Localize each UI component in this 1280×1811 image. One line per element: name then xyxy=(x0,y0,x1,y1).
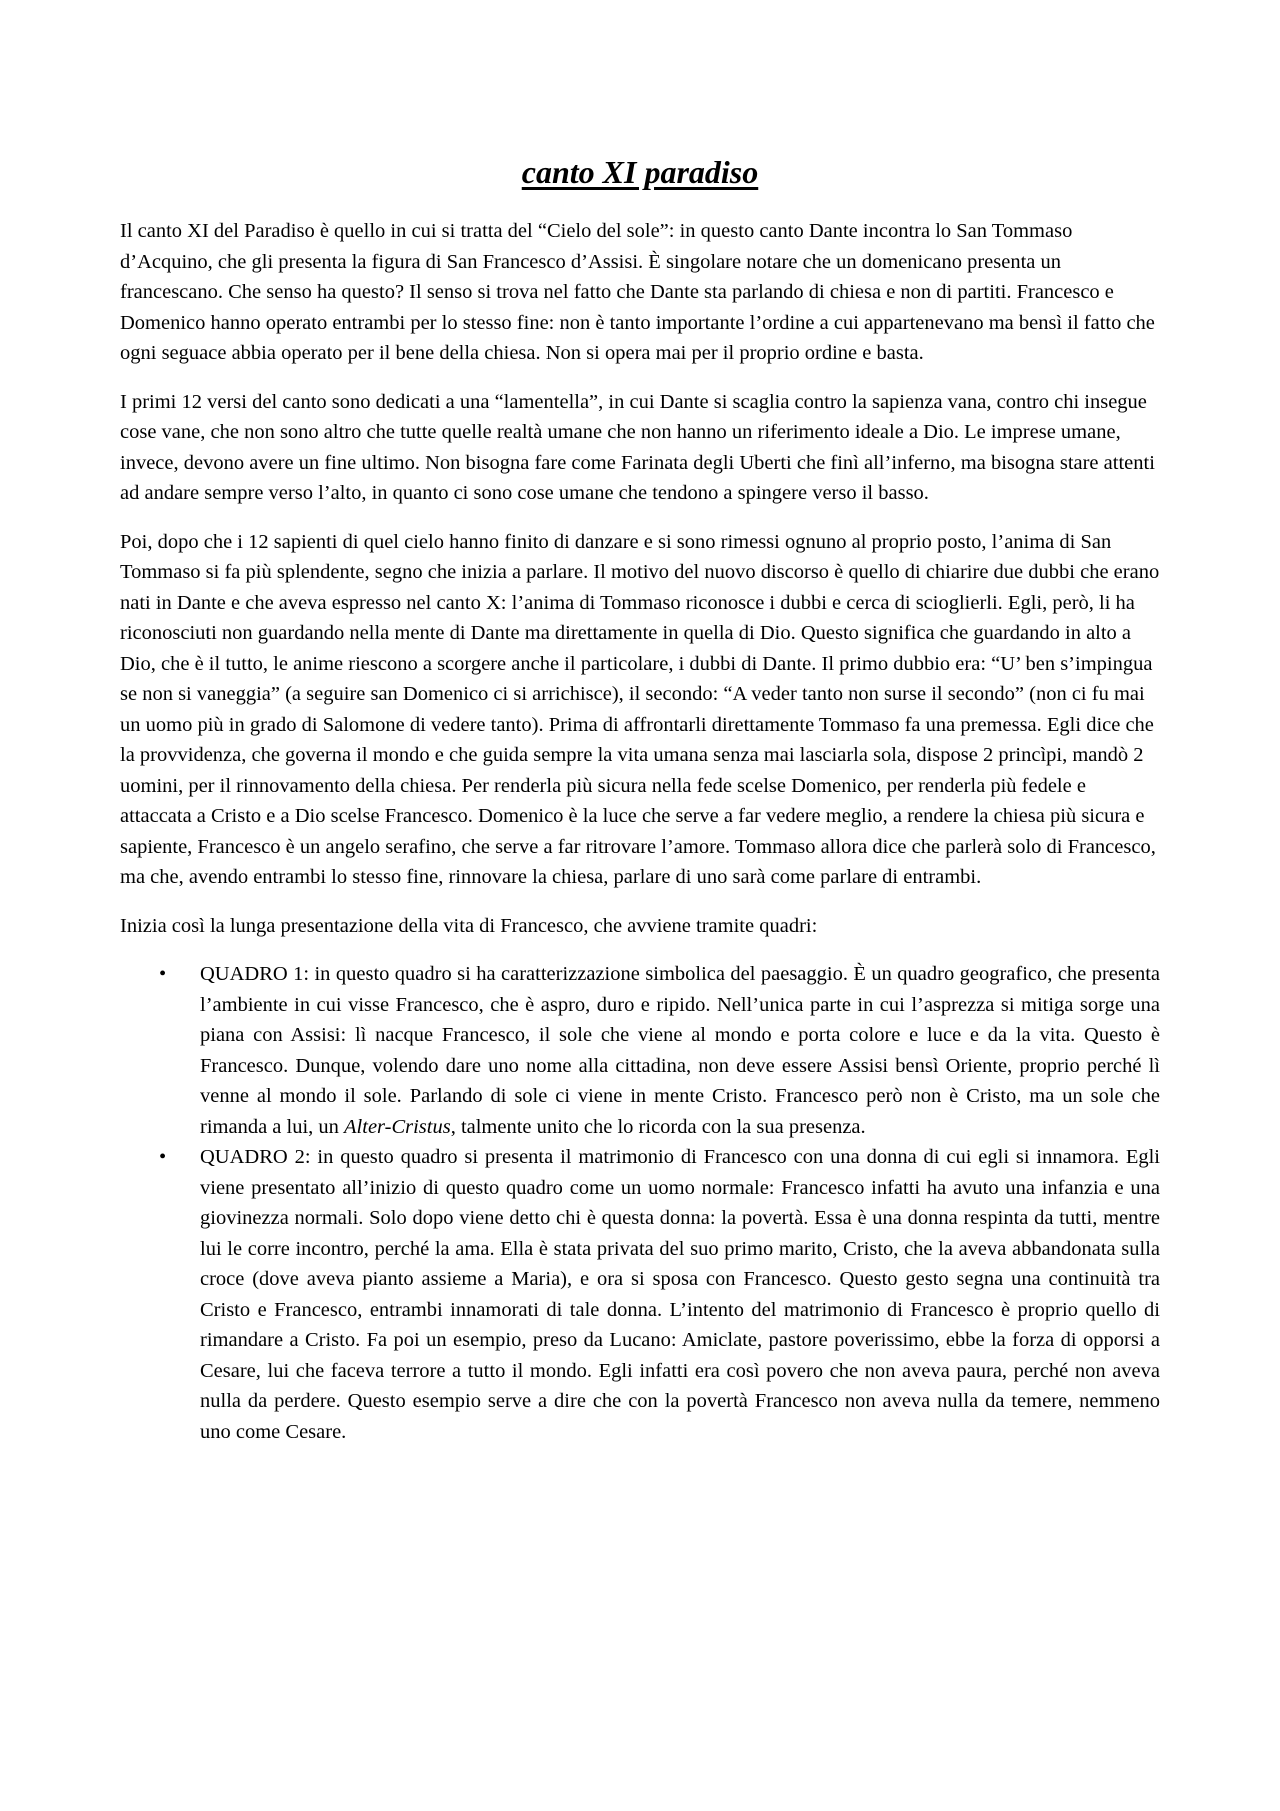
list-item-quadro-1 xyxy=(120,959,1160,1142)
bullet-icon: • xyxy=(159,963,167,985)
paragraph-quadri-intro: Inizia così la lunga presentazione della vita di Francesco, che avviene tramite quadri: xyxy=(120,914,818,937)
bullet-icon: • xyxy=(159,1146,167,1168)
quadri-list xyxy=(120,959,1160,1447)
paragraph-lamentella: I primi 12 versi del canto sono dedicati a una “lamentella”, in cui Dante si scaglia contro la sapienza vana, contro chi insegue cose vane, che non sono altro che tutte quelle realtà umane che non hanno un riferimento ideale a Dio. Le imprese umane, invece, devono avere un fine ultimo. Non bisogna fare come Farinata degli Uberti che finì all’inferno, ma bisogna stare attenti ad andare sempre verso l’alto, in quanto ci sono cose umane che tendono a spingere verso il basso. xyxy=(120,390,1155,504)
list-item-quadro-2 xyxy=(120,1142,1160,1447)
paragraph-dubbi: Poi, dopo che i 12 sapienti di quel cielo hanno finito di danzare e si sono rimessi ognuno al proprio posto, l’anima di San Tommaso si fa più splendente, segno che inizia a parlare. Il motivo del nuovo discorso è quello di chiarire due dubbi che erano nati in Dante e che aveva espresso nel canto X: l’anima di Tommaso riconosce i dubbi e cerca di scioglierli. Egli, però, li ha riconosciuti non guardando nella mente di Dante ma direttamente in quella di Dio. Questo significa che guardando in alto a Dio, che è il tutto, le anime riescono a scorgere anche il particolare, i dubbi di Dante. Il primo dubbio era: “U’ ben s’impingua se non si vaneggia” (a seguire san Domenico ci si arrichisce), il secondo: “A veder tanto non surse il secondo” (non ci fu mai un uomo più in grado di Salomone di vedere tanto). Prima di affrontarli direttamente Tommaso fa una premessa. Egli dice che la provvidenza, che governa il mondo e che guida sempre la vita umana senza mai lasciarla sola, dispose 2 princìpi, mandò 2 uomini, per il rinnovamento della chiesa. Per renderla più sicura nella fede scelse Domenico, per renderla più fedele e attaccata a Cristo e a Dio scelse Francesco. Domenico è la luce che serve a far vedere meglio, a rendere la chiesa più sicura e sapiente, Francesco è un angelo serafino, che serve a far ritrovare l’amore. Tommaso allora dice che parlerà solo di Francesco, ma che, avendo entrambi lo stesso fine, rinnovare la chiesa, parlare di uno sarà come parlare di entrambi. xyxy=(120,530,1160,888)
quadro-1-text: QUADRO 1: in questo quadro si ha caratterizzazione simbolica del paesaggio. È un quadro geografico, che presenta l’ambiente in cui visse Francesco, che è aspro, duro e ripido. Nell’unica parte in cui l’asprezza si mitiga sorge una piana con Assisi: lì nacque Francesco, il sole che viene al mondo e porta colore e luce e da la vita. Questo è Francesco. Dunque, volendo dare uno nome alla cittadina, non deve essere Assisi bensì Oriente, proprio perché lì venne al mondo il sole. Parlando di sole ci viene in mente Cristo. Francesco però non è Cristo, ma un sole che rimanda a lui, un xyxy=(200,963,1160,1138)
quadro-1-text-end: , talmente unito che lo ricorda con la sua presenza. xyxy=(450,1115,866,1138)
quadro-1-italic: Alter-Cristus xyxy=(344,1115,451,1138)
document-page xyxy=(120,150,1160,1447)
page-title: canto XI paradiso xyxy=(521,154,759,190)
quadro-2-text: QUADRO 2: in questo quadro si presenta il matrimonio di Francesco con una donna di cui egli si innamora. Egli viene presentato all’inizio di questo quadro come un uomo normale: Francesco infatti ha avuto una infanzia e una giovinezza normali. Solo dopo viene detto chi è questa donna: la povertà. Essa è una donna respinta da tutti, mentre lui le corre incontro, perché la ama. Ella è stata privata del suo primo marito, Cristo, che la aveva abbandonata sulla croce (dove aveva pianto assieme a Maria), e ora si sposa con Francesco. Questo gesto segna una continuità tra Cristo e Francesco, entrambi innamorati di tale donna. L’intento del matrimonio di Francesco è proprio quello di rimandare a Cristo. Fa poi un esempio, preso da Lucano: Amiclate, pastore poverissimo, ebbe la forza di opporsi a Cesare, lui che faceva terrore a tutto il mondo. Egli infatti era così povero che non aveva paura, perché non aveva nulla da perdere. Questo esempio serve a dire che con la povertà Francesco non aveva nulla da temere, nemmeno uno come Cesare. xyxy=(200,1146,1160,1443)
paragraph-intro: Il canto XI del Paradiso è quello in cui si tratta del “Cielo del sole”: in questo canto Dante incontra lo San Tommaso d’Acquino, che gli presenta la figura di San Francesco d’Assisi. È singolare notare che un domenicano presenta un francescano. Che senso ha questo? Il senso si trova nel fatto che Dante sta parlando di chiesa e non di partiti. Francesco e Domenico hanno operato entrambi per lo stesso fine: non è tanto importante l’ordine a cui appartenevano ma bensì il fatto che ogni seguace abbia operato per il bene della chiesa. Non si opera mai per il proprio ordine e basta. xyxy=(120,220,1155,364)
